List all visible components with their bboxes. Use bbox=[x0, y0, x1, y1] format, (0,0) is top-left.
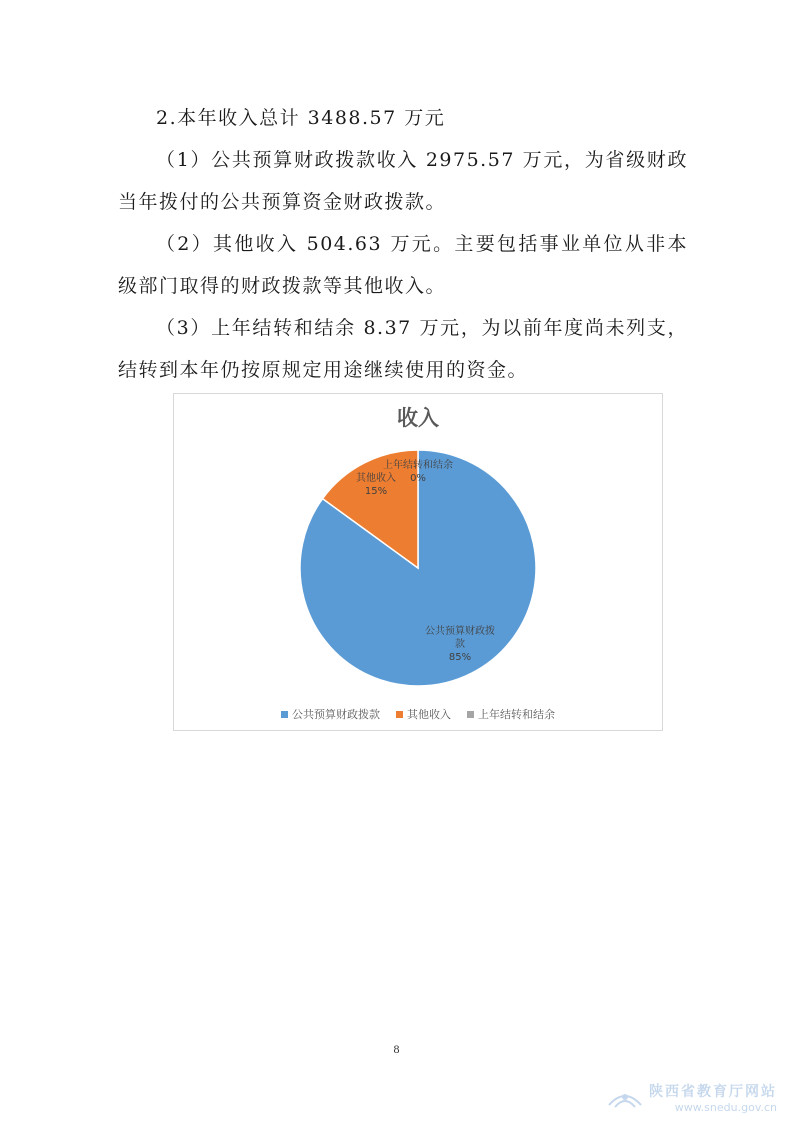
legend-label-carryover: 上年结转和结余 bbox=[478, 708, 555, 721]
site-watermark bbox=[605, 1081, 777, 1114]
chart-title: 收入 bbox=[397, 406, 439, 430]
site-logo-icon bbox=[605, 1083, 645, 1113]
income-pie-chart bbox=[173, 393, 663, 731]
slice-label-other-income: 15% bbox=[364, 486, 388, 497]
legend-swatch-other-income bbox=[396, 711, 403, 718]
slice-label-public-budget: 款 bbox=[455, 639, 465, 650]
body-text bbox=[118, 97, 688, 391]
page-number: 8 bbox=[393, 1042, 400, 1056]
legend-swatch-carryover bbox=[467, 711, 474, 718]
pie-svg bbox=[174, 394, 664, 732]
slice-label-other-income: 其他收入 bbox=[356, 473, 396, 484]
legend-item-other-income bbox=[396, 706, 451, 722]
legend-item-public-budget bbox=[281, 706, 380, 722]
slice-label-public-budget: 公共预算财政拨 bbox=[425, 626, 495, 637]
legend-label-public-budget: 公共预算财政拨款 bbox=[292, 708, 380, 721]
watermark-site-url: www.snedu.gov.cn bbox=[674, 1101, 777, 1114]
slice-label-public-budget: 85% bbox=[448, 652, 472, 663]
watermark-site-name: 陕西省教育厅网站 bbox=[649, 1084, 777, 1100]
legend-item-carryover bbox=[467, 706, 555, 722]
chart-legend bbox=[174, 706, 662, 722]
slice-label-carryover: 上年结转和结余 bbox=[383, 460, 453, 471]
paragraph-carryover: （3）上年结转和结余 8.37 万元，为以前年度尚未列支，结转到本年仍按原规定用途继续使用的资金。 bbox=[118, 317, 688, 381]
paragraph-public-budget: （1）公共预算财政拨款收入 2975.57 万元，为省级财政当年拨付的公共预算资金财政拨款。 bbox=[118, 149, 688, 213]
legend-swatch-public-budget bbox=[281, 711, 288, 718]
legend-label-other-income: 其他收入 bbox=[407, 708, 451, 721]
paragraph-other-income: （2）其他收入 504.63 万元。主要包括事业单位从非本级部门取得的财政拨款等其他收入。 bbox=[118, 233, 688, 297]
paragraph-total-income: 2.本年收入总计 3488.57 万元 bbox=[156, 107, 446, 129]
slice-label-carryover: 0% bbox=[410, 473, 426, 484]
